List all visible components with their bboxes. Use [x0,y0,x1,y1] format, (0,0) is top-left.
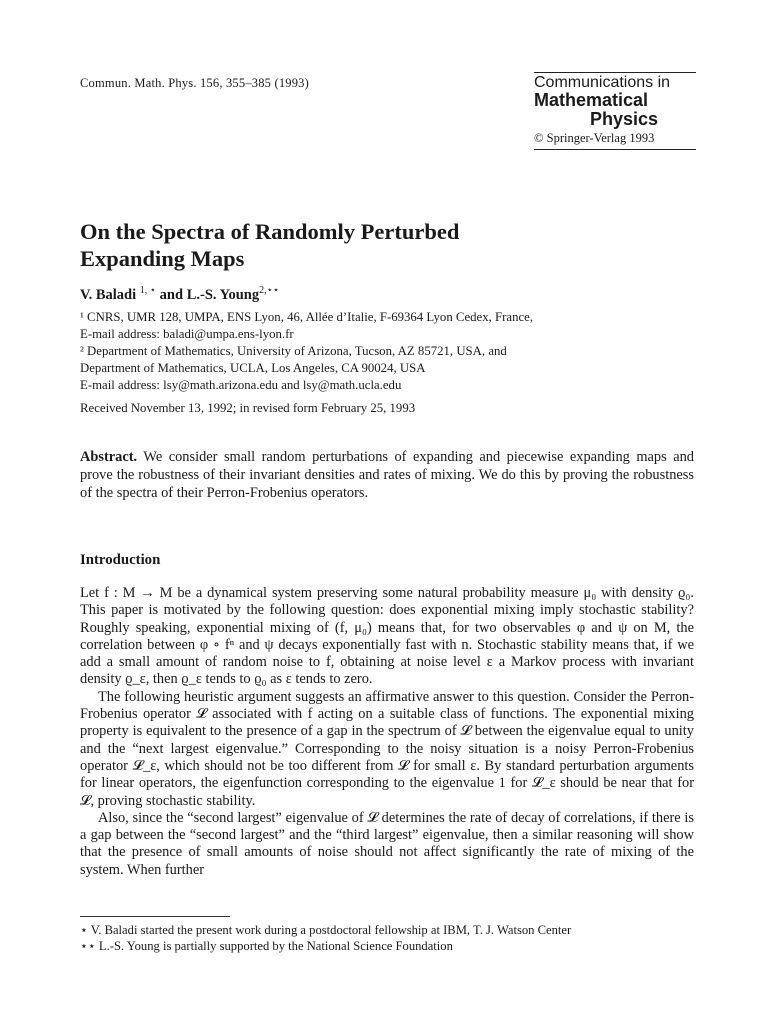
paragraph: Also, since the “second largest” eigenvalue of 𝓛 determines the rate of decay of correlations, if there is a gap between the “second largest” and the “third largest” eigenvalue, then a similar reasoning will show that the presence of small amounts of noise should not affect significantly the rate of mixing of the system. When further [80,809,694,878]
author-2-marks: 2,⋆⋆ [259,285,280,296]
masthead-top-rule [534,72,696,73]
section-heading-introduction: Introduction [80,552,161,568]
paragraph: Let f : M → M be a dynamical system preserving some natural probability measure μ₀ with density ϱ₀. This paper is motivated by the following question: does exponential mixing imply stochastic stability? Roughly speaking, exponential mixing of (f, μ₀) means that, for two observables φ and ψ on M, the correlation between φ ∘ fⁿ and ψ decays exponentially fast with n. Stochastic stability means that, if we add a small amount of random noise to f, obtaining at noise level ε a Markov process with invariant density ϱ_ε, then ϱ_ε tends to ϱ₀ as ε tends to zero. [80,585,694,688]
author-1-marks: 1, ⋆ [139,285,157,296]
abstract-text: We consider small random perturbations of expanding and piecewise expanding maps and prove the robustness of their invariant densities and rates of mixing. We do this by proving the robustness of the spectra of their Perron-Frobenius operators. [80,449,694,501]
author-list [80,285,279,304]
footnote-rule [80,916,230,917]
introduction-body [80,585,694,879]
received-date: Received November 13, 1992; in revised form February 25, 1993 [80,401,416,415]
title-line-1: On the Spectra of Randomly Perturbed [80,219,460,244]
affiliation-line: ² Department of Mathematics, University of Arizona, Tucson, AZ 85721, USA, and [80,344,507,358]
affiliation-line: ¹ CNRS, UMR 128, UMPA, ENS Lyon, 46, Allée d’Italie, F-69364 Lyon Cedex, France, [80,310,534,324]
footnote: ⋆ V. Baladi started the present work during a postdoctoral fellowship at IBM, T. J. Watson Center [80,923,572,937]
author-1: V. Baladi [80,286,137,303]
abstract [80,448,694,502]
abstract-label: Abstract. [80,449,138,465]
title-line-2: Expanding Maps [80,246,245,271]
masthead-line3: Physics [590,109,659,129]
journal-masthead [534,72,696,150]
masthead-line2: Mathematical [534,90,649,110]
journal-reference: Commun. Math. Phys. 156, 355–385 (1993) [80,76,309,90]
masthead-copyright: © Springer-Verlag 1993 [534,131,655,145]
paper-title [80,218,600,272]
affiliation-line: Department of Mathematics, UCLA, Los Angeles, CA 90024, USA [80,361,426,375]
paragraph: The following heuristic argument suggests an affirmative answer to this question. Consider the Perron-Frobenius operator 𝓛 associated with f acting on a suitable class of functions. The exponential mixing property is equivalent to the presence of a gap in the spectrum of 𝓛 between the eigenvalue equal to unity and the “next largest eigenvalue.” Corresponding to the noisy situation is a noisy Perron-Frobenius operator 𝓛_ε, which should not be too different from 𝓛 for small ε. By standard perturbation arguments for linear operators, the eigenfunction corresponding to the eigenvalue 1 for 𝓛_ε should be near that for 𝓛, proving stochastic stability. [80,688,694,809]
author-conjunction: and [159,286,184,303]
affiliations [80,309,700,394]
masthead-line1: Communications in [534,74,671,91]
affiliation-line: E-mail address: baladi@umpa.ens-lyon.fr [80,327,294,341]
author-2: L.-S. Young [186,286,260,303]
affiliation-line: E-mail address: lsy@math.arizona.edu and lsy@math.ucla.edu [80,378,402,392]
footnote: ⋆⋆ L.-S. Young is partially supported by the National Science Foundation [80,939,453,953]
masthead-bottom-rule [534,149,696,150]
footnotes [80,922,694,954]
